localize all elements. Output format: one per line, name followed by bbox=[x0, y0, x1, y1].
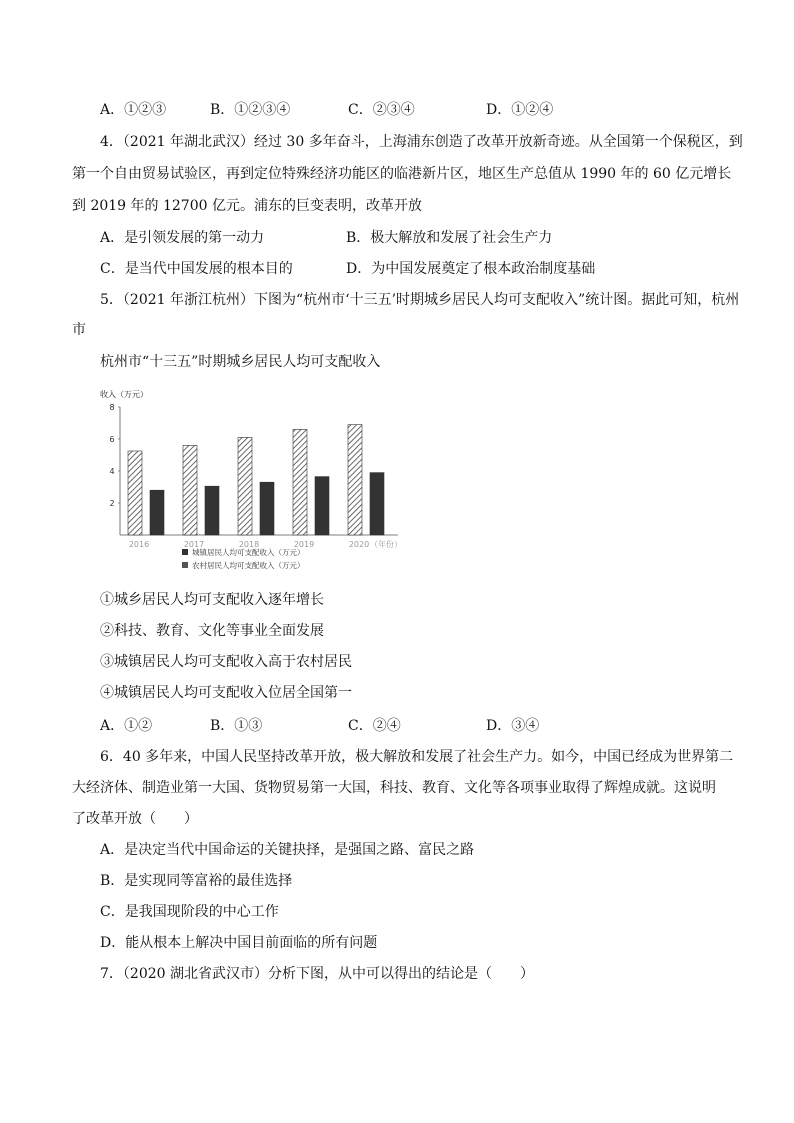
q4-option-b: B．极大解放和发展了社会生产力 bbox=[346, 230, 553, 246]
x-tick-label: 2018 bbox=[238, 540, 260, 549]
x-axis-unit: （年份） bbox=[370, 540, 402, 549]
rural-income-bar bbox=[150, 490, 164, 535]
urban-income-bar bbox=[183, 445, 197, 535]
x-tick-label: 2019 bbox=[293, 540, 315, 549]
legend-label: 农村居民人均可支配收入（万元） bbox=[192, 561, 305, 570]
q5-option-a: A．①② bbox=[100, 718, 153, 734]
q5-option-b: B．①③ bbox=[210, 718, 263, 734]
income-bar-chart bbox=[98, 383, 418, 583]
rural-income-bar bbox=[205, 486, 219, 535]
rural-income-bar bbox=[260, 482, 274, 535]
q3-option-a: A．①②③ bbox=[100, 102, 167, 118]
legend-swatch bbox=[182, 549, 188, 555]
y-tick-label: 4 bbox=[109, 467, 115, 476]
rural-income-bar bbox=[370, 473, 384, 535]
urban-income-bar bbox=[293, 429, 307, 535]
y-axis-label: 收入（万元） bbox=[100, 390, 148, 399]
q6-option-c: C．是我国现阶段的中心工作 bbox=[100, 904, 279, 920]
q7-stem-line1: 7．（2020 湖北省武汉市）分析下图，从中可以得出的结论是（ ） bbox=[100, 966, 534, 982]
y-tick-label: 2 bbox=[109, 499, 115, 508]
chart-title: 杭州市“十三五”时期城乡居民人均可支配收入 bbox=[100, 354, 381, 370]
q6-option-a: A．是决定当代中国命运的关键抉择，是强国之路、富民之路 bbox=[100, 842, 475, 858]
q4-option-a: A．是引领发展的第一动力 bbox=[100, 230, 265, 246]
q5-stem-line2: 市 bbox=[72, 322, 86, 338]
q4-option-c: C．是当代中国发展的根本目的 bbox=[100, 261, 293, 277]
q4-stem-line2: 第一个自由贸易试验区，再到定位特殊经济功能区的临港新片区，地区生产总值从 1990 年的 60 亿元增长 bbox=[72, 166, 732, 182]
q6-option-d: D．能从根本上解决中国目前面临的所有问题 bbox=[100, 935, 378, 951]
q5-statement-3: ③城镇居民人均可支配收入高于农村居民 bbox=[100, 654, 352, 670]
x-tick-label: 2017 bbox=[183, 540, 205, 549]
legend-swatch bbox=[182, 562, 188, 568]
urban-income-bar bbox=[348, 425, 362, 535]
rural-income-bar bbox=[315, 477, 329, 535]
q6-stem-line2: 大经济体、制造业第一大国、货物贸易第一大国，科技、教育、文化等各项事业取得了辉煌成就。这说明 bbox=[72, 780, 716, 796]
q3-option-b: B．①②③④ bbox=[210, 102, 291, 118]
q5-statement-2: ②科技、教育、文化等事业全面发展 bbox=[100, 623, 324, 639]
q4-option-d: D．为中国发展奠定了根本政治制度基础 bbox=[346, 261, 596, 277]
q6-stem-line3: 了改革开放（ ） bbox=[72, 811, 198, 827]
q3-option-d: D．①②④ bbox=[486, 102, 554, 118]
x-tick-label: 2016 bbox=[128, 540, 150, 549]
y-tick-label: 8 bbox=[109, 403, 115, 412]
urban-income-bar bbox=[238, 437, 252, 535]
q5-statement-1: ①城乡居民人均可支配收入逐年增长 bbox=[100, 592, 324, 608]
q5-statement-4: ④城镇居民人均可支配收入位居全国第一 bbox=[100, 685, 352, 701]
q6-stem-line1: 6．40 多年来，中国人民坚持改革开放，极大解放和发展了社会生产力。如今，中国已经成为世界第二 bbox=[100, 749, 734, 765]
x-tick-label: 2020 bbox=[348, 540, 370, 549]
q4-stem-line1: 4．（2021 年湖北武汉）经过 30 多年奋斗，上海浦东创造了改革开放新奇迹。从全国第一个保税区，到 bbox=[100, 134, 743, 150]
legend-label: 城镇居民人均可支配收入（万元） bbox=[192, 548, 305, 557]
q4-stem-line3: 到 2019 年的 12700 亿元。浦东的巨变表明，改革开放 bbox=[72, 198, 422, 214]
q5-option-d: D．③④ bbox=[486, 718, 540, 734]
q5-stem-line1: 5．（2021 年浙江杭州）下图为“杭州市‘十三五’时期城乡居民人均可支配收入”统计图。据此可知，杭州 bbox=[100, 292, 740, 308]
q3-option-c: C．②③④ bbox=[348, 102, 415, 118]
y-tick-label: 6 bbox=[109, 435, 115, 444]
q5-option-c: C．②④ bbox=[348, 718, 401, 734]
urban-income-bar bbox=[128, 451, 142, 535]
q6-option-b: B．是实现同等富裕的最佳选择 bbox=[100, 873, 293, 889]
